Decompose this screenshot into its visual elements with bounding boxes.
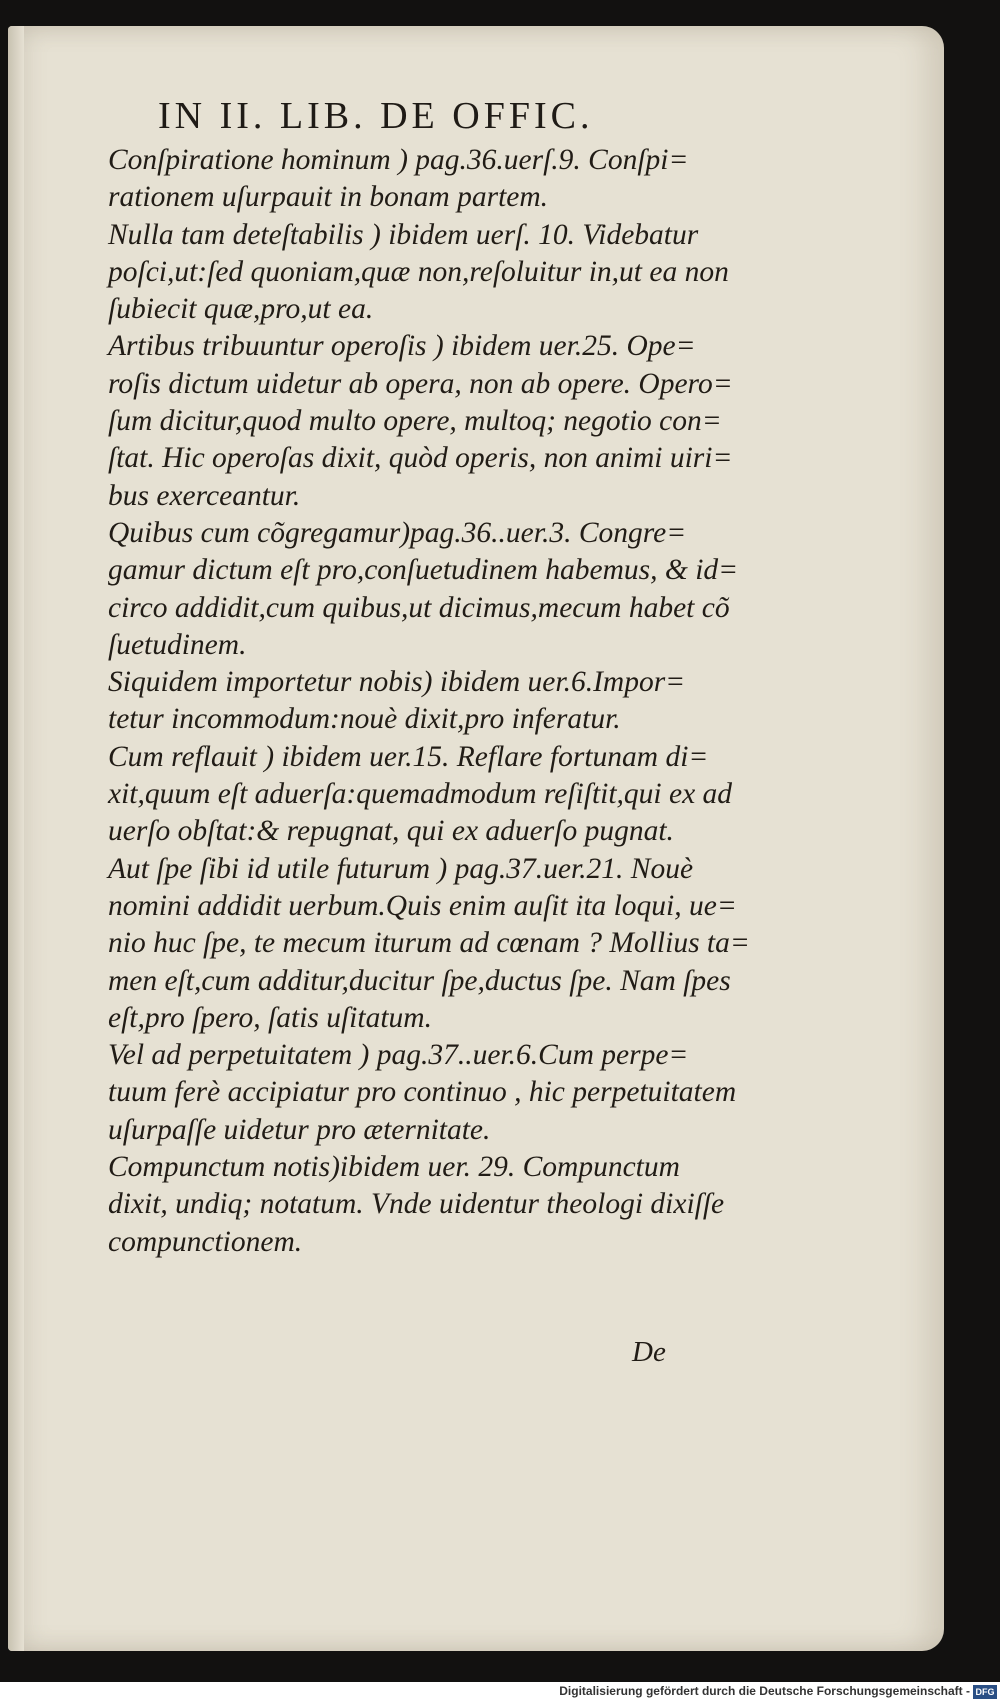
text-line: ſubiecit quæ,pro,ut ea.: [108, 293, 374, 326]
text-line: xit,quum eſt aduerſa:quemadmodum reſiſtit,qui ex ad: [108, 778, 733, 811]
text-line: nio huc ſpe, te mecum iturum ad cœnam ? Mollius ta=: [108, 927, 750, 960]
text-line: Compunctum notis)ibidem uer. 29. Compunctum: [108, 1151, 680, 1184]
text-line: rationem uſurpauit in bonam partem.: [108, 181, 549, 214]
body-text: [66, 142, 750, 1261]
text-line: bus exerceantur.: [108, 479, 301, 512]
text-line: Siquidem importetur nobis) ibidem uer.6.Impor=: [108, 666, 686, 699]
text-line: dixit, undiq; notatum. Vnde uidentur theologi dixiſſe: [108, 1188, 725, 1221]
text-line: uſurpaſſe uidetur pro æternitate.: [108, 1113, 491, 1146]
text-line: men eſt,cum additur,ducitur ſpe,ductus ſpe. Nam ſpes: [108, 964, 731, 997]
text-line: roſis dictum uidetur ab opera, non ab opere. Opero=: [108, 367, 733, 400]
dfg-logo-icon: DFG: [973, 1685, 997, 1699]
text-line: tuum ferè accipiatur pro continuo , hic perpetuitatem: [108, 1076, 737, 1109]
text-line: Conſpiratione hominum ) pag.36.uerſ.9. Conſpi=: [108, 144, 689, 176]
commentary-entry: [66, 142, 746, 217]
commentary-entry: [66, 739, 746, 851]
text-line: nomini addidit uerbum.Quis enim auſit ita loqui, ue=: [108, 889, 737, 922]
text-line: eſt,pro ſpero, ſatis uſitatum.: [108, 1001, 432, 1034]
commentary-entry: [66, 1037, 746, 1149]
digitization-footer: [0, 1682, 1000, 1702]
text-line: poſci,ut:ſed quoniam,quæ non,reſoluitur in,ut ea non: [108, 255, 729, 288]
commentary-entry: [66, 664, 746, 739]
text-line: Vel ad perpetuitatem ) pag.37..uer.6.Cum perpe=: [108, 1039, 689, 1072]
text-line: circo addidit,cum quibus,ut dicimus,mecum habet cõ: [108, 591, 730, 624]
page-gutter: [8, 26, 24, 1651]
text-line: ſuetudinem.: [108, 628, 247, 661]
text-line: Aut ſpe ſibi id utile futurum ) pag.37.uer.21. Nouè: [108, 852, 694, 885]
text-line: Nulla tam deteſtabilis ) ibidem uerſ. 10. Videbatur: [108, 218, 699, 251]
text-line: ſtat. Hic operoſas dixit, quòd operis, non animi uiri=: [108, 442, 733, 475]
text-line: uerſo obſtat:& repugnat, qui ex aduerſo pugnat.: [108, 815, 674, 848]
commentary-entry: [66, 851, 750, 1037]
text-line: Artibus tribuuntur operoſis ) ibidem uer.25. Ope=: [108, 330, 696, 363]
commentary-entry: [66, 515, 746, 664]
book-page: [8, 26, 944, 1651]
running-head: IN II. LIB. DE OFFIC.: [158, 95, 594, 137]
catchword: De: [632, 1336, 666, 1368]
commentary-entry: [66, 1149, 746, 1261]
text-line: Cum reflauit ) ibidem uer.15. Reflare fortunam di=: [108, 740, 709, 773]
text-line: Quibus cum cõgregamur)pag.36..uer.3. Congre=: [108, 516, 687, 549]
text-line: compunctionem.: [108, 1225, 303, 1258]
commentary-entry: [66, 328, 746, 514]
text-line: tetur incommodum:nouè dixit,pro inferatur.: [108, 703, 621, 736]
funding-credit: Digitalisierung gefördert durch die Deutsche Forschungsgemeinschaft -: [559, 1684, 970, 1698]
text-line: ſum dicitur,quod multo opere, multoq; negotio con=: [108, 405, 722, 438]
text-line: gamur dictum eſt pro,conſuetudinem habemus, & id=: [108, 554, 739, 587]
commentary-entry: [66, 217, 746, 329]
